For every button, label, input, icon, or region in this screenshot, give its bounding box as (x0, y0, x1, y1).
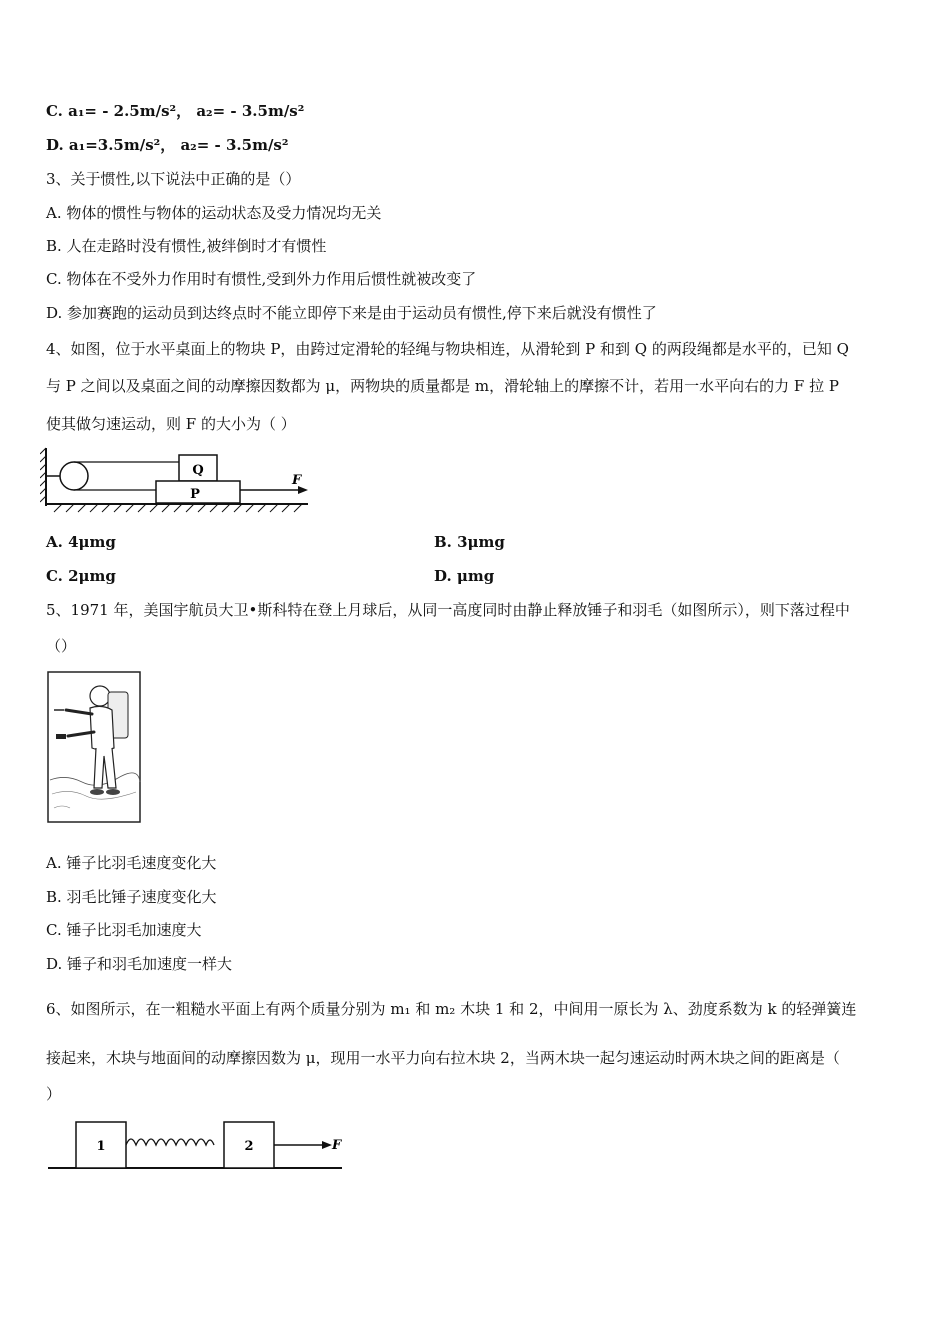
q3-stem: 3、关于惯性,以下说法中正确的是（） (46, 170, 301, 188)
force-arrow-icon (322, 1141, 332, 1149)
q4-stem-line3: 使其做匀速运动，则 F 的大小为（ ） (46, 415, 296, 433)
helmet-icon (90, 686, 110, 706)
q4-option-c: C. 2μmg (46, 567, 116, 585)
spring-blocks-figure (46, 1118, 346, 1174)
astronaut-illustration (46, 670, 144, 826)
pulley-blocks-figure (40, 446, 320, 516)
q3-option-a: A. 物体的惯性与物体的运动状态及受力情况均无关 (46, 204, 382, 222)
q2-option-d: D. a₁=3.5m/s²， a₂= - 3.5m/s² (46, 136, 289, 154)
q6-stem-line2: 接起来，木块与地面间的动摩擦因数为 μ，现用一水平力向右拉木块 2，当两木块一起匀速运动时两木块之间的距离是（ (46, 1049, 840, 1067)
block-1-label: 1 (96, 1139, 106, 1154)
q3-option-b: B. 人在走路时没有惯性,被绊倒时才有惯性 (46, 237, 327, 255)
q4-option-a: A. 4μmg (46, 533, 116, 551)
pulley-icon (60, 462, 88, 490)
force-label: F (292, 473, 302, 488)
spring-icon (126, 1139, 214, 1145)
q4-stem-line1: 4、如图，位于水平桌面上的物块 P，由跨过定滑轮的轻绳与物块相连，从滑轮到 P 和到 Q 的两段绳都是水平的，已知 Q (46, 340, 849, 358)
q5-stem-line2: （） (46, 637, 77, 655)
q3-option-c: C. 物体在不受外力作用时有惯性,受到外力作用后惯性就被改变了 (46, 270, 477, 288)
block-q-label: Q (192, 463, 204, 478)
hammer-icon (56, 734, 66, 739)
q5-option-a: A. 锤子比羽毛速度变化大 (46, 854, 217, 872)
q6-stem-line3: ） (46, 1085, 62, 1103)
force-label: F (332, 1138, 342, 1153)
block-2-label: 2 (244, 1139, 254, 1154)
q4-stem-line2: 与 P 之间以及桌面之间的动摩擦因数都为 μ，两物块的质量都是 m，滑轮轴上的摩擦不计，若用一水平向右的力 F 拉 P (46, 377, 839, 395)
q5-option-d: D. 锤子和羽毛加速度一样大 (46, 955, 233, 973)
q5-option-b: B. 羽毛比锤子速度变化大 (46, 888, 217, 906)
q2-option-c: C. a₁= - 2.5m/s²， a₂= - 3.5m/s² (46, 102, 305, 120)
q4-option-d: D. μmg (434, 567, 495, 585)
block-p-label: P (190, 487, 200, 502)
q4-option-b: B. 3μmg (434, 533, 505, 551)
q5-option-c: C. 锤子比羽毛加速度大 (46, 921, 202, 939)
q5-stem-line1: 5、1971 年，美国宇航员大卫•斯科特在登上月球后，从同一高度同时由静止释放锤子和羽毛（如图所示），则下落过程中 (46, 601, 850, 619)
q6-stem-line1: 6、如图所示，在一粗糙水平面上有两个质量分别为 m₁ 和 m₂ 木块 1 和 2，中间用一原长为 λ、劲度系数为 k 的轻弹簧连 (46, 1000, 857, 1018)
q3-option-d: D. 参加赛跑的运动员到达终点时不能立即停下来是由于运动员有惯性,停下来后就没有惯性了 (46, 304, 657, 322)
